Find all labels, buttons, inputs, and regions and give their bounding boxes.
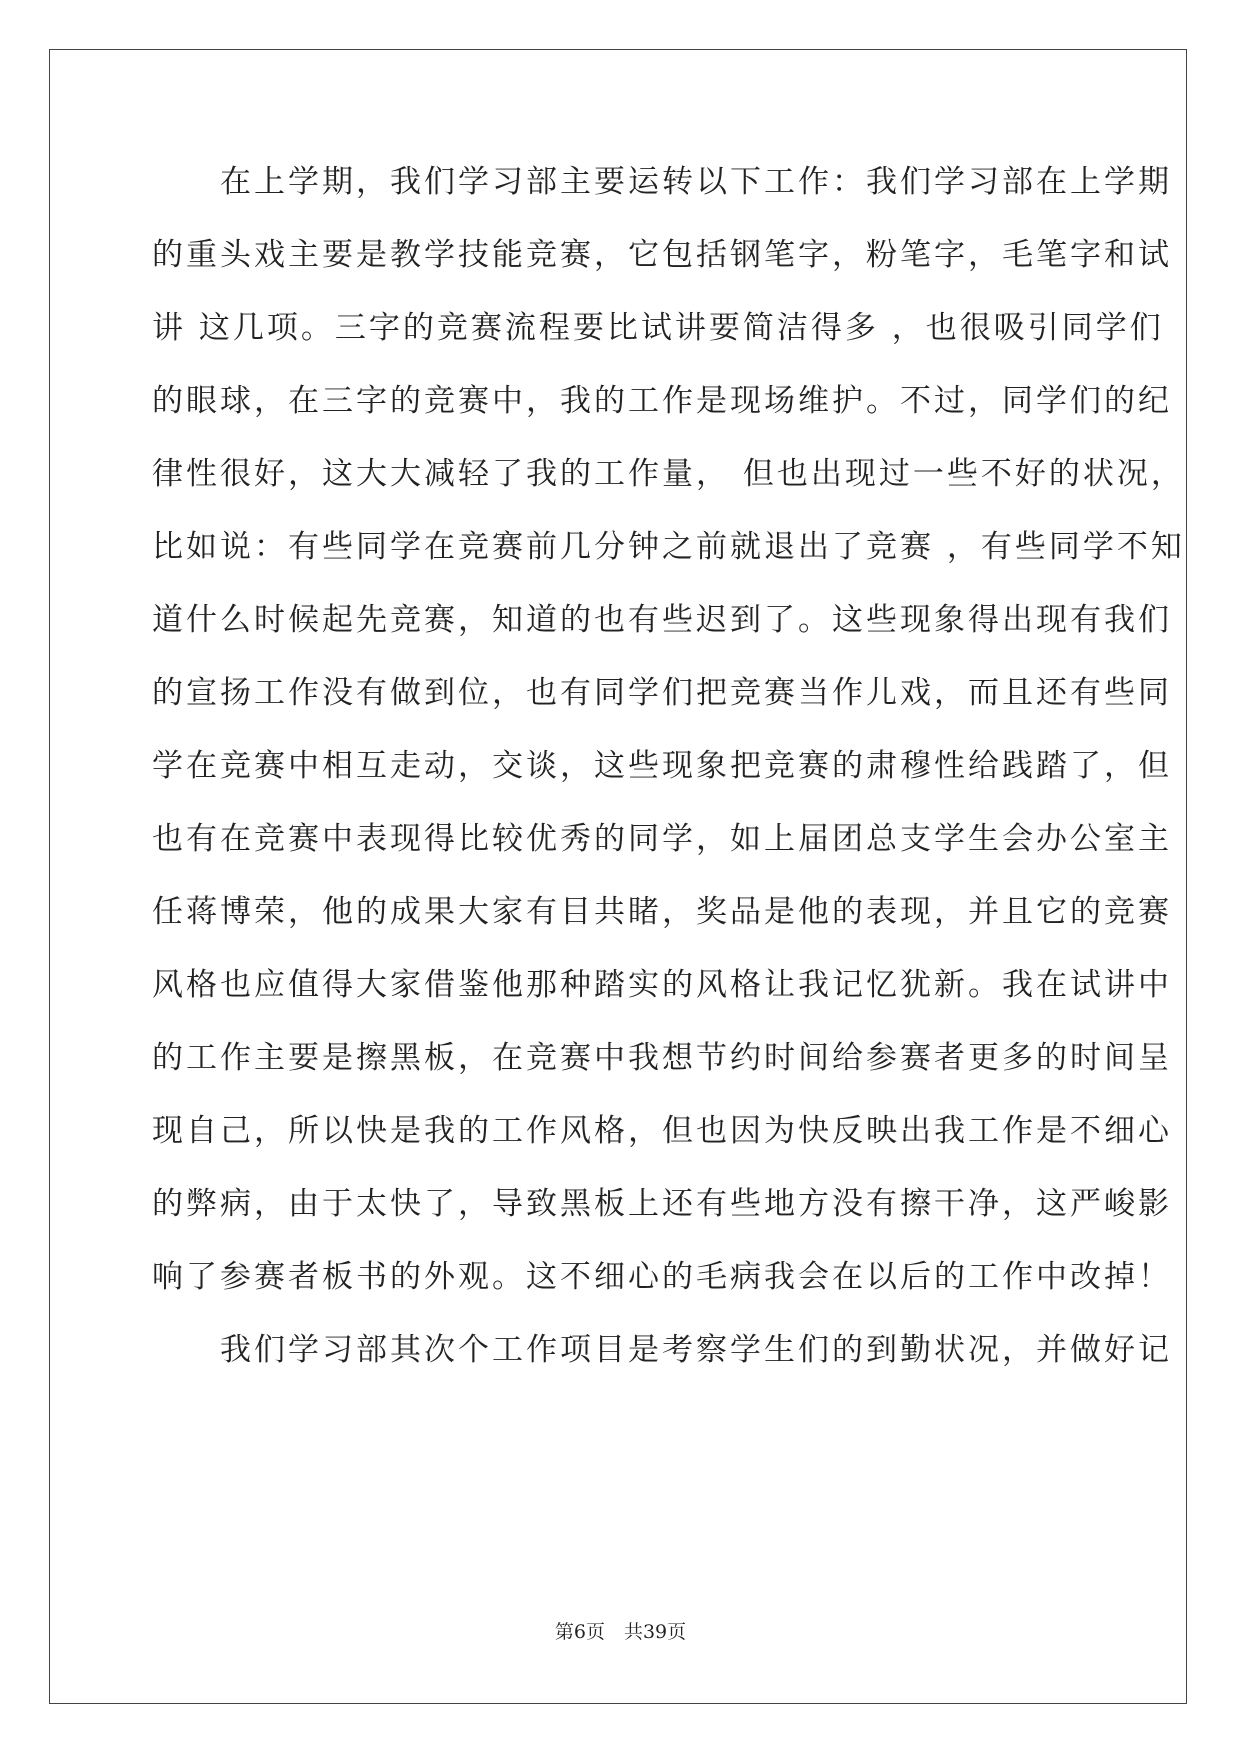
text-line: 的重头戏主要是教学技能竞赛，它包括钢笔字，粉笔字，毛笔字和试 <box>152 237 1172 273</box>
text-line: 任蒋博荣，他的成果大家有目共睹，奖品是他的表现，并且它的竞赛 <box>152 894 1172 930</box>
page-number: 第6页 共39页 <box>554 1621 687 1643</box>
text-line: 的工作主要是擦黑板，在竞赛中我想节约时间给参赛者更多的时间呈 <box>152 1040 1172 1076</box>
text-line: 的宣扬工作没有做到位，也有同学们把竞赛当作儿戏，而且还有些同 <box>152 675 1172 711</box>
text-line: 比如说：有些同学在竞赛前几分钟之前就退出了竞赛 ，有些同学不知 <box>152 529 1185 565</box>
text-line: 学在竞赛中相互走动，交谈，这些现象把竞赛的肃穆性给践踏了，但 <box>152 748 1172 784</box>
text-line: 律性很好，这大大减轻了我的工作量， 但也出现过一些不好的状况， <box>152 456 1185 492</box>
text-line: 道什么时候起先竞赛，知道的也有些迟到了。这些现象得出现有我们 <box>152 602 1172 638</box>
text-line: 风格也应值得大家借鉴他那种踏实的风格让我记忆犹新。我在试讲中 <box>152 967 1172 1003</box>
text-line: 的眼球，在三字的竞赛中，我的工作是现场维护。不过，同学们的纪 <box>152 383 1172 419</box>
text-line: 我们学习部其次个工作项目是考察学生们的到勤状况，并做好记 <box>152 1332 1172 1368</box>
page-border <box>49 49 1187 1704</box>
text-line: 响了参赛者板书的外观。这不细心的毛病我会在以后的工作中改掉！ <box>152 1259 1172 1295</box>
text-line: 也有在竞赛中表现得比较优秀的同学，如上届团总支学生会办公室主 <box>152 821 1172 857</box>
text-line: 在上学期，我们学习部主要运转以下工作：我们学习部在上学期 <box>152 164 1172 200</box>
text-line: 讲 这几项。三字的竞赛流程要比试讲要简洁得多 ，也很吸引同学们 <box>152 310 1164 346</box>
text-line: 的弊病，由于太快了，导致黑板上还有些地方没有擦干净，这严峻影 <box>152 1186 1172 1222</box>
text-line: 现自己，所以快是我的工作风格，但也因为快反映出我工作是不细心 <box>152 1113 1172 1149</box>
